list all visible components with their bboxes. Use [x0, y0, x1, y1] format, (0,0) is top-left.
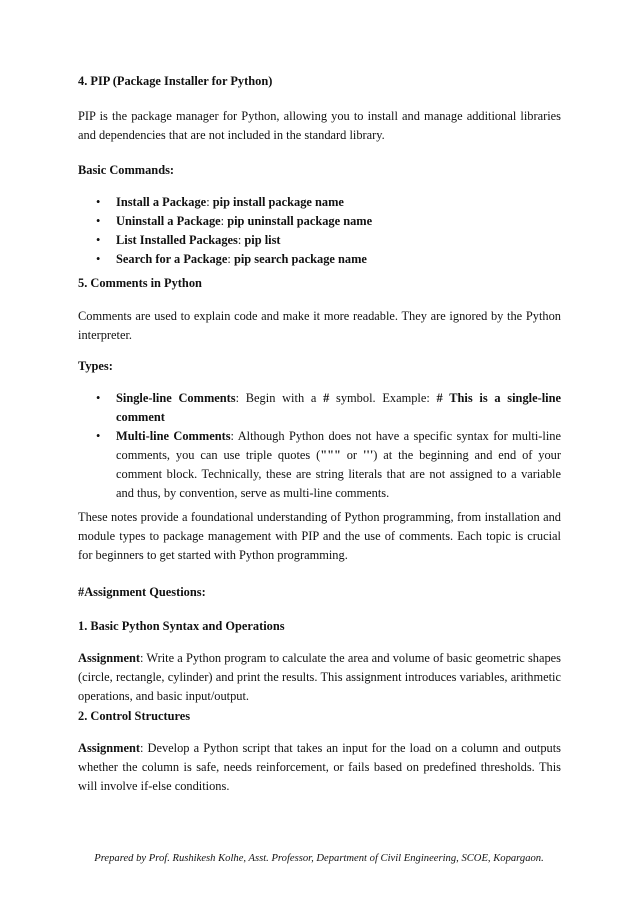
basic-commands-heading: Basic Commands: [78, 163, 175, 177]
bullet-icon: • [96, 252, 101, 266]
bullet-icon: • [96, 233, 101, 247]
bullet-icon: • [96, 429, 101, 443]
command-value: pip list [244, 233, 281, 247]
command-value: pip uninstall package name [227, 214, 373, 228]
pip-intro-paragraph: PIP is the package manager for Python, allowing you to install and manage additional libraries and dependencies that are not included in the standard library. [78, 109, 561, 142]
assignment-1-heading: 1. Basic Python Syntax and Operations [78, 619, 285, 633]
list-item: • Single-line Comments: Begin with a # symbol. Example: # This is a single-line comment [96, 391, 561, 424]
assignment-1-paragraph: Assignment: Write a Python program to calculate the area and volume of basic geometric shapes (circle, rectangle, cylinder) and print the results. This assignment introduces variables, arithmetic operations, and basic input/output. [78, 651, 561, 703]
command-value: pip install package name [212, 195, 344, 209]
comment-types-list [78, 389, 561, 503]
list-item: • Multi-line Comments: Although Python does not have a specific syntax for multi-line comments, you can use triple quotes (""" or ''') at the beginning and end of your comment block. Technically, these are string literals that are not assigned to a variable and thus, by convention, serve as multi-line comments. [96, 429, 561, 500]
bullet-icon: • [96, 391, 101, 405]
command-label: Install a Package [116, 195, 207, 209]
types-heading: Types: [78, 359, 113, 373]
command-label: List Installed Packages [116, 233, 238, 247]
type-label: Multi-line Comments [116, 429, 231, 443]
section-heading-pip: 4. PIP (Package Installer for Python) [78, 74, 273, 88]
section-heading-comments: 5. Comments in Python [78, 276, 202, 290]
assignments-heading: #Assignment Questions: [78, 585, 206, 599]
summary-paragraph: These notes provide a foundational understanding of Python programming, from installation and module types to package management with PIP and the use of comments. Each topic is crucial for beginners to get started with Python programming. [78, 510, 561, 562]
list-item: • Uninstall a Package: pip uninstall package name [78, 212, 561, 231]
command-label: Search for a Package [116, 252, 228, 266]
commands-list [78, 193, 561, 269]
type-label: Single-line Comments [116, 391, 236, 405]
list-item: • Search for a Package: pip search package name [78, 250, 561, 269]
list-item: • List Installed Packages: pip list [78, 231, 561, 250]
command-label: Uninstall a Package [116, 214, 221, 228]
assignment-2-paragraph: Assignment: Develop a Python script that takes an input for the load on a column and outputs whether the column is safe, needs reinforcement, or fails based on predefined thresholds. This will involve if-else conditions. [78, 741, 561, 793]
list-item: • Install a Package: pip install package name [78, 193, 561, 212]
bullet-icon: • [96, 214, 101, 228]
example-code: # This is a single-line comment [116, 391, 561, 424]
assignment-2-heading: 2. Control Structures [78, 709, 191, 723]
comments-intro-paragraph: Comments are used to explain code and make it more readable. They are ignored by the Python interpreter. [78, 309, 561, 342]
bullet-icon: • [96, 195, 101, 209]
command-value: pip search package name [233, 252, 367, 266]
page-footer: Prepared by Prof. Rushikesh Kolhe, Asst. Professor, Department of Civil Engineering, SCOE, Kopargaon. [94, 853, 544, 864]
assignment-label: Assignment [78, 741, 140, 755]
assignment-label: Assignment [78, 651, 140, 665]
